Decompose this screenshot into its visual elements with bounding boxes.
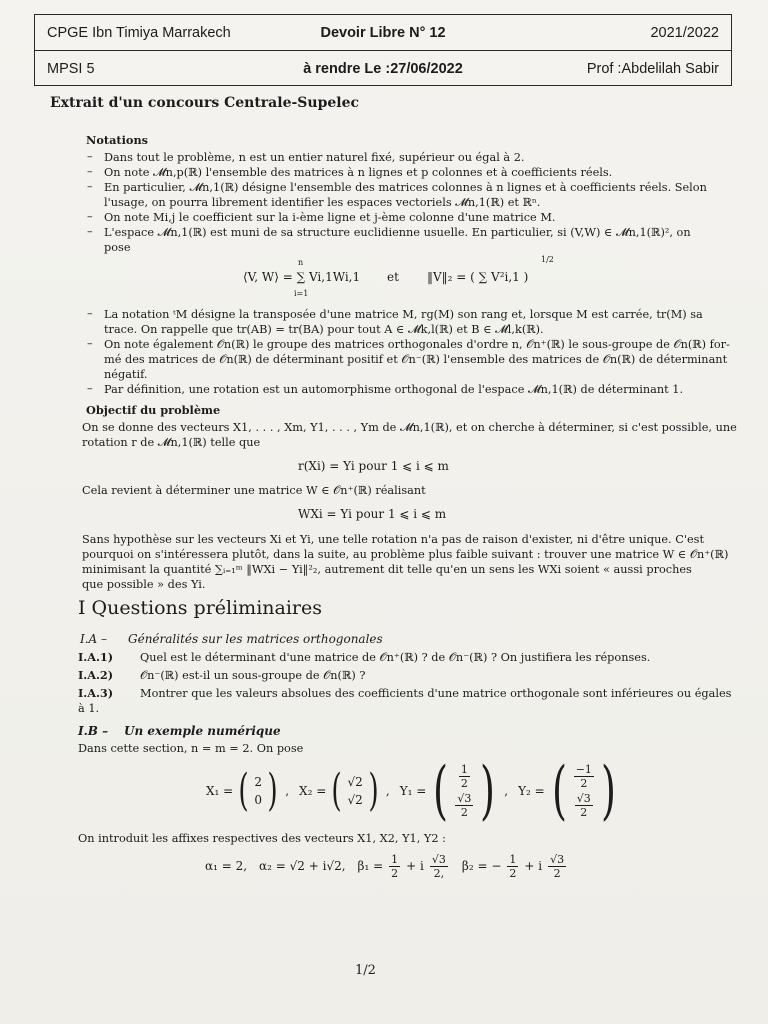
bullet: –	[87, 307, 93, 320]
bullet: –	[87, 382, 93, 395]
fraction: $\frac{√3}{2}$	[550, 852, 565, 880]
question-text: Quel est le déterminant d'une matrice de 𝒪n⁺(ℝ) ? de 𝒪n⁻(ℝ) ? On justifiera les réponses.	[140, 651, 651, 664]
beta2-label: β₂ = −	[461, 859, 502, 873]
sum-lower-bound: i=1	[294, 289, 309, 298]
left-paren: (	[331, 765, 343, 816]
right-paren: )	[600, 754, 616, 828]
matrix-equation: WXi = Yi pour 1 ⩽ i ⩽ m	[298, 507, 447, 521]
notation-item-cont: pose	[104, 241, 131, 254]
notation-item: On note Mi,j le coefficient sur la i-ème ligne et j-ème colonne d'une matrice M.	[104, 211, 556, 224]
bullet: –	[87, 165, 93, 178]
objective-text: rotation r de 𝓜n,1(ℝ) telle que	[82, 436, 261, 449]
comma: ,	[504, 784, 509, 798]
fraction: $\frac{1}{2}$	[391, 852, 399, 880]
objective-paragraph: pourquoi on s'intéressera plutôt, dans la suite, au problème plus faible suivant : trouver une matrice W ∈ 𝒪n⁺(ℝ)	[82, 548, 729, 561]
header-row-2	[35, 51, 731, 87]
rotation-equation: r(Xi) = Yi pour 1 ⩽ i ⩽ m	[298, 459, 449, 473]
vector-entry: √2	[347, 793, 363, 807]
school-year: 2021/2022	[650, 24, 719, 41]
notation-item-cont: mé des matrices de 𝒪n(ℝ) de déterminant positif et 𝒪n⁻(ℝ) l'ensemble des matrices de 𝒪n(ℝ) de déterminant	[104, 353, 728, 366]
school-name: CPGE Ibn Timiya Marrakech	[47, 24, 231, 41]
notation-item-cont: trace. On rappelle que tr(AB) = tr(BA) pour tout A ∈ 𝓜k,l(ℝ) et B ∈ 𝓜l,k(ℝ).	[104, 323, 544, 336]
notation-item: On note 𝓜n,p(ℝ) l'ensemble des matrices à n lignes et p colonnes et à coefficients réels.	[104, 166, 613, 179]
Y2-label: Y₂ =	[518, 784, 545, 798]
notations-heading: Notations	[86, 133, 149, 147]
bullet: –	[87, 210, 93, 223]
vector-entry: 0	[254, 793, 263, 807]
beta1-label: β₁ =	[357, 859, 384, 873]
right-paren: )	[368, 765, 379, 816]
X1-label: X₁ =	[206, 784, 234, 798]
norm-formula: ‖V‖₂ = ( ∑ V²i,1 )	[427, 270, 529, 284]
subsection-label: I.B –	[78, 724, 109, 738]
fraction: $\frac{1}{2}$	[460, 763, 468, 790]
Y1-label: Y₁ =	[399, 784, 427, 798]
notation-item: L'espace 𝓜n,1(ℝ) est muni de sa structure euclidienne usuelle. En particulier, si (V,W) ∈ 𝓜n,1(ℝ)², on	[104, 226, 691, 239]
plus-i: + i	[406, 859, 424, 873]
affixes-line	[205, 850, 566, 882]
vector-entry: 2	[254, 775, 263, 789]
notation-item: On note également 𝒪n(ℝ) le groupe des matrices orthogonales d'ordre n, 𝒪n⁺(ℝ) le sous-groupe de 𝒪n(ℝ) for-	[104, 338, 730, 351]
left-paren: (	[551, 754, 567, 828]
subsection-title: Généralités sur les matrices orthogonales	[128, 632, 383, 646]
fraction: $\frac{√3}{2,}$	[431, 852, 446, 880]
header-box	[34, 14, 732, 86]
notation-item: La notation ᵗM désigne la transposée d'une matrice M, rg(M) son rang et, lorsque M est carrée, tr(M) sa	[104, 308, 703, 321]
bullet: –	[87, 225, 93, 238]
objective-paragraph: Sans hypothèse sur les vecteurs Xi et Yi, une telle rotation n'a pas de raison d'exister, ni d'être unique. C'est	[82, 533, 704, 546]
sum-upper-bound: n	[298, 258, 304, 267]
comma: ,	[385, 784, 390, 798]
fraction: $\frac{-1}{2}$	[575, 763, 592, 790]
objective-paragraph: minimisant la quantité ∑ᵢ₌₁ᵐ ‖WXi − Yi‖²₂, autrement dit telle qu'en un sens les WXi soient « aussi proches	[82, 563, 692, 576]
objective-heading: Objectif du problème	[86, 403, 221, 417]
objective-text: On se donne des vecteurs X1, . . . , Xm, Y1, . . . , Ym de 𝓜n,1(ℝ), et on cherche à déterminer, si c'est possible, une	[82, 421, 737, 434]
subsection-label: I.A –	[80, 632, 108, 646]
subsection-title: Un exemple numérique	[124, 724, 281, 738]
question-label: I.A.3)	[78, 686, 114, 700]
objective-paragraph: que possible » des Yi.	[82, 578, 206, 591]
X2-vector	[347, 773, 362, 809]
X2-label: X₂ =	[299, 784, 327, 798]
X1-vector	[254, 773, 262, 809]
plus-i: + i	[524, 859, 543, 873]
vector-entry: √2	[347, 775, 363, 789]
notation-item: Par définition, une rotation est un automorphisme orthogonal de l'espace 𝓜n,1(ℝ) de déterminant 1.	[104, 383, 684, 396]
doc-title: Devoir Libre N° 12	[320, 24, 446, 41]
notation-item: Dans tout le problème, n est un entier naturel fixé, supérieur ou égal à 2.	[104, 151, 525, 164]
page-number: 1/2	[355, 963, 376, 978]
notation-item: En particulier, 𝓜n,1(ℝ) désigne l'ensemble des matrices colonnes à n lignes et à coefficients réels. Selon	[104, 181, 707, 194]
alpha2: α₂ = √2 + i√2,	[259, 859, 346, 873]
inner-product-formula: ⟨V, W⟩ = ∑ Vi,1Wi,1	[243, 270, 361, 284]
professor: Prof :Abdelilah Sabir	[586, 61, 719, 77]
bullet: –	[87, 180, 93, 193]
notation-item-cont: négatif.	[104, 368, 148, 381]
bullet: –	[87, 337, 93, 350]
fraction: $\frac{1}{2}$	[509, 852, 517, 880]
question-text: Montrer que les valeurs absolues des coefficients d'une matrice orthogonale sont inférieures ou égales	[140, 687, 732, 700]
section-text: Dans cette section, n = m = 2. On pose	[78, 742, 304, 755]
right-paren: )	[267, 765, 278, 816]
section-title: I Questions préliminaires	[78, 597, 322, 619]
question-label: I.A.2)	[78, 668, 114, 682]
due-date: à rendre Le :27/06/2022	[303, 61, 463, 77]
class-name: MPSI 5	[47, 61, 95, 77]
left-paren: (	[238, 765, 249, 816]
fraction: $\frac{√3}{2}$	[576, 792, 591, 819]
alpha1: α₁ = 2,	[205, 859, 248, 873]
Y2-vector	[574, 763, 594, 819]
right-paren: )	[480, 754, 496, 828]
formula-and: et	[387, 270, 399, 284]
fraction: $\frac{√3}{2}$	[457, 792, 472, 819]
bullet: –	[87, 150, 93, 163]
header-row-1	[35, 15, 731, 51]
question-label: I.A.1)	[78, 650, 114, 664]
question-text: 𝒪n⁻(ℝ) est-il un sous-groupe de 𝒪n(ℝ) ?	[140, 669, 366, 682]
exam-title: Extrait d'un concours Centrale-Supelec	[50, 95, 360, 111]
notation-item-cont: l'usage, on pourra librement identifier les espaces vectoriels 𝓜n,1(ℝ) et ℝⁿ.	[104, 196, 541, 209]
comma: ,	[285, 784, 290, 798]
norm-exponent: 1/2	[541, 255, 554, 264]
question-text-cont: à 1.	[78, 702, 100, 715]
section-text: On introduit les affixes respectives des vecteurs X1, X2, Y1, Y2 :	[78, 832, 446, 845]
vector-definitions	[206, 754, 621, 828]
Y1-vector	[455, 763, 473, 819]
left-paren: (	[433, 754, 449, 828]
objective-text: Cela revient à déterminer une matrice W ∈ 𝒪n⁺(ℝ) réalisant	[82, 484, 426, 497]
